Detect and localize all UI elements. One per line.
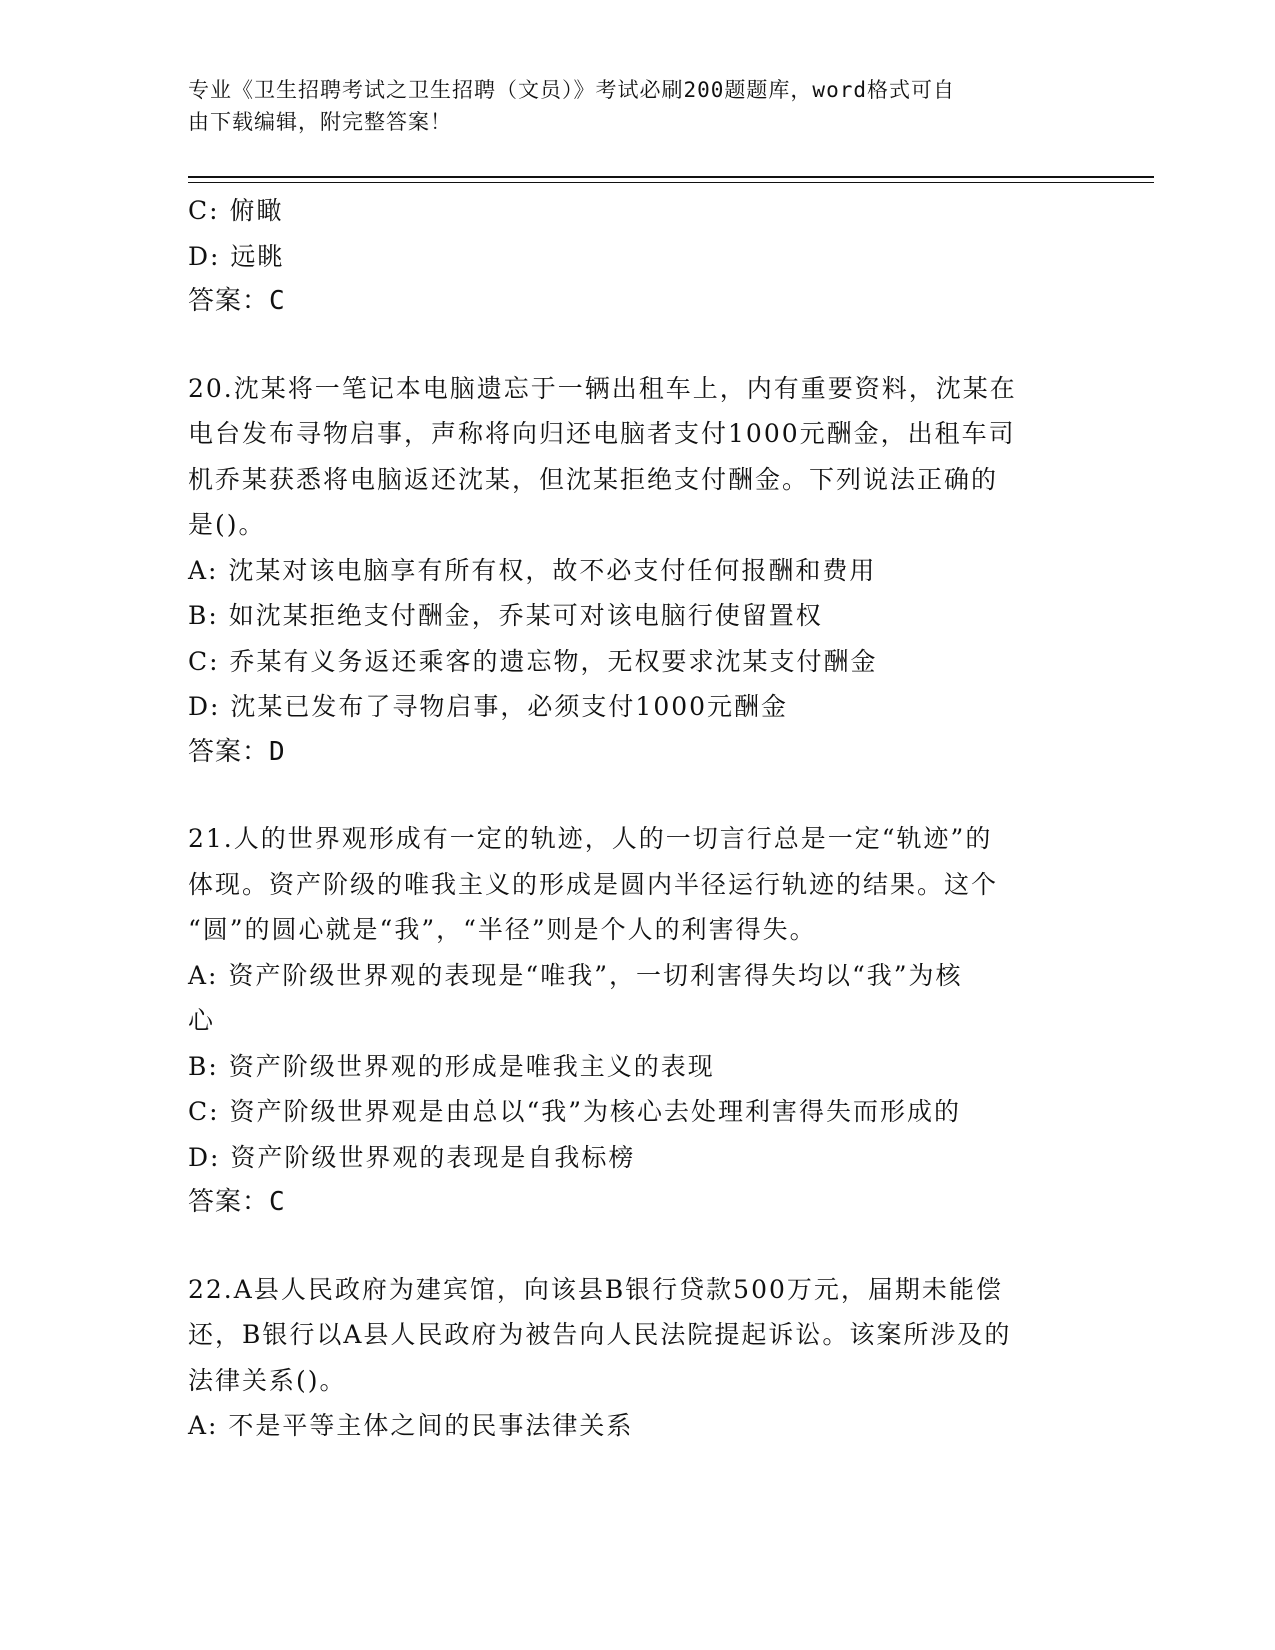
answer: 答案：C — [188, 1187, 286, 1217]
option-c: C: 资产阶级世界观是由总以“我”为核心去处理利害得失而形成的 — [188, 1097, 962, 1126]
option-b: B: 如沈某拒绝支付酬金，乔某可对该电脑行使留置权 — [188, 601, 823, 630]
option-a-continued: 心 — [188, 1006, 216, 1035]
question-text-line: 体现。资产阶级的唯我主义的形成是圆内半径运行轨迹的结果。这个 — [188, 869, 999, 899]
question-gap — [188, 775, 1088, 816]
header-divider-thin — [188, 182, 1154, 183]
question-22 — [188, 1267, 1088, 1449]
option-c: C: 乔某有义务返还乘客的遗忘物，无权要求沈某支付酬金 — [188, 646, 878, 676]
answer: 答案：C — [188, 286, 286, 316]
option-a: A: 资产阶级世界观的表现是“唯我”，一切利害得失均以“我”为核 — [188, 960, 963, 990]
option-d: D: 沈某已发布了寻物启事，必须支付1000元酬金 — [188, 692, 789, 721]
question-text-line: 机乔某获悉将电脑返还沈某，但沈某拒绝支付酬金。下列说法正确的 — [188, 464, 999, 494]
question-text-line: 22.A县人民政府为建宾馆，向该县B银行贷款500万元，届期未能偿 — [188, 1274, 1003, 1304]
option-d: D: 远眺 — [188, 241, 285, 271]
answer: 答案：D — [188, 736, 286, 767]
option-b: B: 资产阶级世界观的形成是唯我主义的表现 — [188, 1051, 715, 1081]
header-divider-thick — [188, 176, 1154, 178]
option-c: C: 俯瞰 — [188, 196, 284, 225]
question-content — [188, 188, 1088, 1449]
question-text-line: 是()。 — [188, 510, 266, 539]
question-text-line: “圆”的圆心就是“我”，“半径”则是个人的利害得失。 — [188, 915, 817, 944]
option-a: A: 不是平等主体之间的民事法律关系 — [188, 1411, 634, 1440]
question-text-line: 20.沈某将一笔记本电脑遗忘于一辆出租车上，内有重要资料，沈某在 — [188, 373, 1017, 403]
question-20 — [188, 366, 1088, 776]
option-d: D: 资产阶级世界观的表现是自我标榜 — [188, 1142, 636, 1172]
question-text-line: 还，B银行以A县人民政府为被告向人民法院提起诉讼。该案所涉及的 — [188, 1320, 1012, 1349]
question-text-line: 法律关系()。 — [188, 1365, 347, 1395]
header-title-line-2: 由下载编辑，附完整答案！ — [188, 110, 452, 134]
document-header — [188, 74, 1068, 138]
header-title-line-1: 专业《卫生招聘考试之卫生招聘（文员）》考试必刷200题题库，word格式可自 — [188, 78, 955, 102]
previous-question-tail — [188, 188, 1088, 325]
question-text-line: 电台发布寻物启事，声称将向归还电脑者支付1000元酬金，出租车司 — [188, 419, 1016, 448]
question-text-line: 21.人的世界观形成有一定的轨迹，人的一切言行总是一定“轨迹”的 — [188, 824, 993, 853]
question-21 — [188, 816, 1088, 1226]
option-a: A: 沈某对该电脑享有所有权，故不必支付任何报酬和费用 — [188, 555, 877, 585]
question-gap — [188, 1226, 1088, 1267]
question-gap — [188, 325, 1088, 366]
